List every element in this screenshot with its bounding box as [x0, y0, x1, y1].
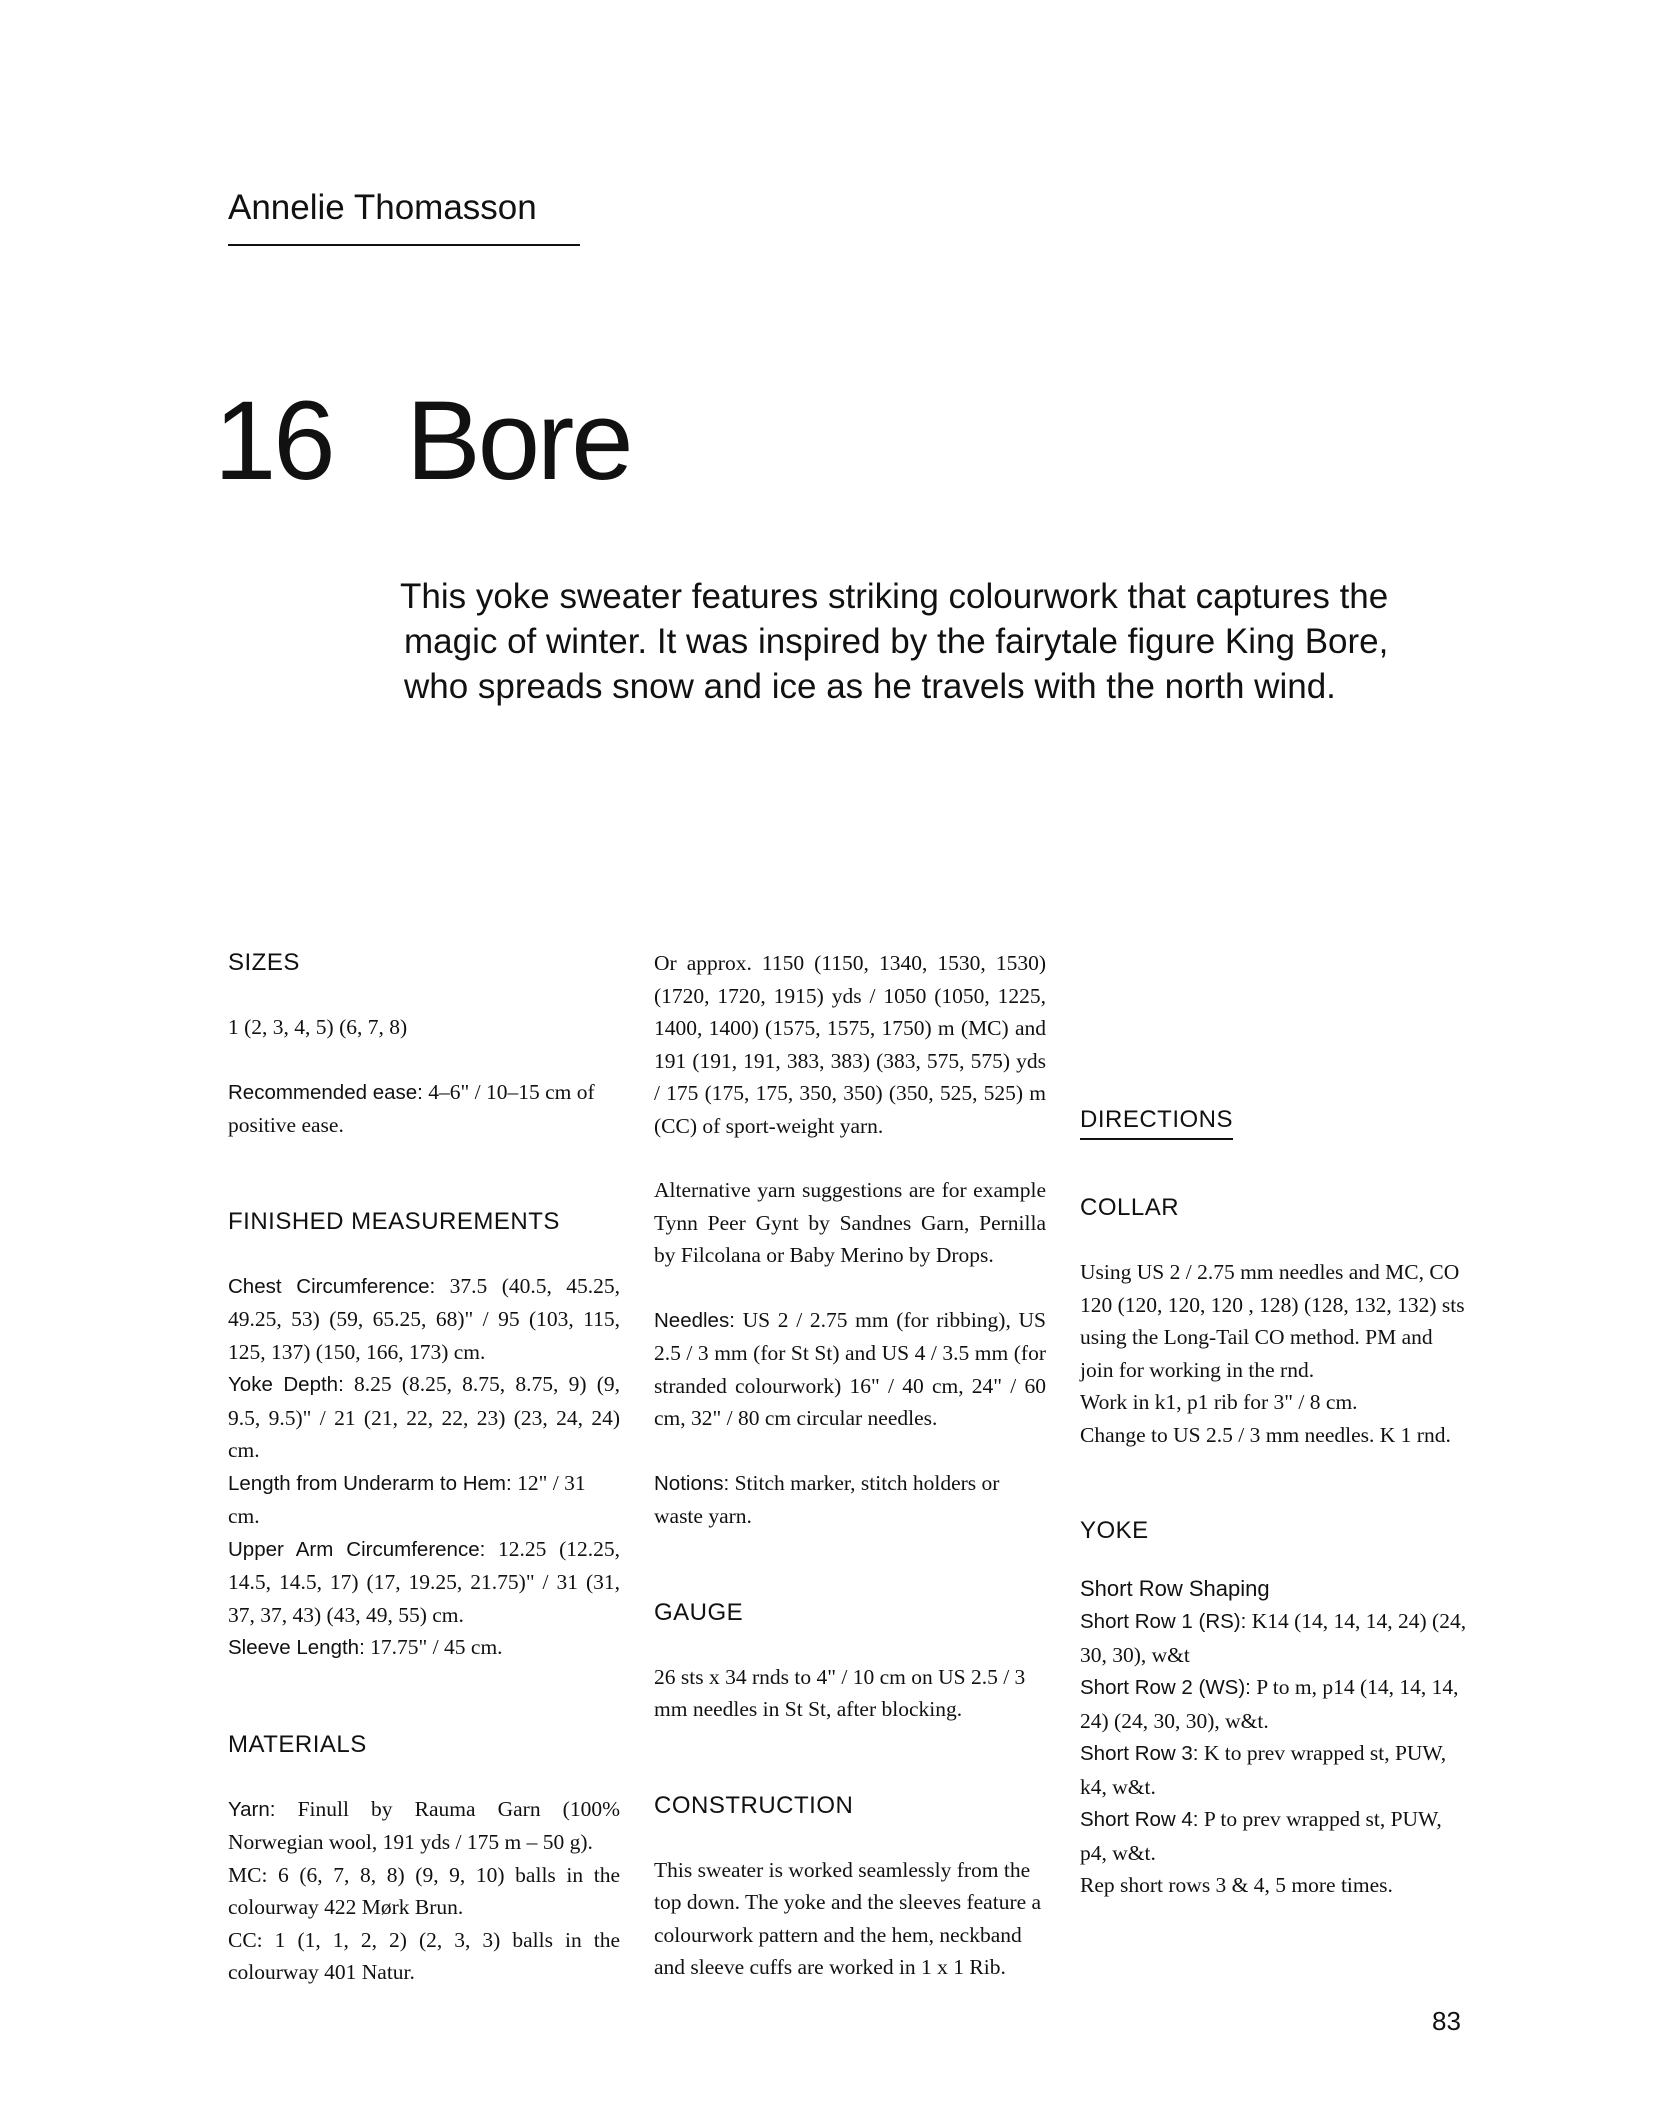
cc-info: CC: 1 (1, 1, 2, 2) (2, 3, 3) balls in the colourway 401 Natur. [228, 1927, 620, 1984]
measurement-item [228, 1368, 620, 1467]
measurement-item [228, 1270, 620, 1369]
collar-heading: COLLAR [1080, 1194, 1180, 1221]
measurement-label: Upper Arm Circumference: [228, 1537, 486, 1561]
column-right [1080, 1104, 1470, 1902]
finished-measurements-heading: FINISHED MEASUREMENTS [228, 1207, 560, 1235]
short-row [1080, 1671, 1470, 1737]
short-row-label: Short Row 1 (RS): [1080, 1610, 1247, 1633]
construction-text: This sweater is worked seamlessly from the top down. The yoke and the sleeves feature a colourwork pattern and the hem, neckband and sleeve cuffs are worked in 1 x 1 Rib. [654, 1857, 1042, 1979]
measurement-item [228, 1533, 620, 1632]
measurement-value: 8.25 (8.25, 8.75, 8.75, 9) (9, 9.5, 9.5)" / 21 (21, 22, 22, 23) (23, 24, 24) cm. [228, 1372, 620, 1462]
intro-line: who spreads snow and ice as he travels with the north wind. [404, 667, 1336, 706]
pattern-title: Bore [406, 378, 631, 503]
pattern-number: 16 [214, 378, 333, 503]
yarn-label: Yarn: [228, 1797, 276, 1821]
ease-label: Recommended ease: [228, 1080, 423, 1104]
short-row-label: Short Row 3: [1080, 1742, 1199, 1765]
repeat-instruction: Rep short rows 3 & 4, 5 more times. [1080, 1873, 1393, 1897]
yarn-info [228, 1793, 620, 1859]
yarn-approx: Or approx. 1150 (1150, 1340, 1530, 1530) (1720, 1720, 1915) yds / 1050 (1050, 1225, 1400, 1400) (1575, 1575, 1750) m (MC) and 191 (191, 191, 383, 383) (383, 575, 575) yds / 175 (175, 175, 350, 350) (350, 525, 525) m (CC) of sport-weight yarn. [654, 951, 1046, 1138]
measurement-value: 17.75" / 45 cm. [364, 1635, 503, 1659]
short-row-shaping-heading: Short Row Shaping [1080, 1576, 1270, 1601]
intro-line: magic of winter. It was inspired by the fairytale figure King Bore, [404, 622, 1389, 661]
yarn-text: Finull by Rauma Garn (100% Norwegian wool, 191 yds / 175 m – 50 g). [228, 1796, 620, 1854]
short-row-value: K14 (14, 14, 14, 24) (24, 30, 30), w&t [1080, 1609, 1467, 1667]
measurement-label: Length from Underarm to Hem: [228, 1471, 512, 1495]
short-row [1080, 1737, 1470, 1803]
notions-text: Stitch marker, stitch holders or waste yarn. [654, 1470, 1000, 1528]
construction-heading: CONSTRUCTION [654, 1791, 854, 1819]
measurement-value: 12" / 31 cm. [228, 1470, 586, 1528]
measurement-label: Yoke Depth: [228, 1373, 344, 1396]
yoke-heading: YOKE [1080, 1517, 1149, 1544]
sizes-list: 1 (2, 3, 4, 5) (6, 7, 8) [228, 1015, 408, 1039]
measurement-value: 37.5 (40.5, 45.25, 49.25, 53) (59, 65.25, 68)" / 95 (103, 115, 125, 137) (150, 166, 173) cm. [228, 1273, 620, 1364]
measurement-item [228, 1467, 620, 1533]
intro-line: This yoke sweater features striking colourwork that captures the [400, 577, 1389, 616]
short-row-value: K to prev wrapped st, PUW, k4, w&t. [1080, 1741, 1447, 1799]
short-row [1080, 1803, 1470, 1869]
collar-instruction: Change to US 2.5 / 3 mm needles. K 1 rnd. [1080, 1422, 1451, 1447]
short-row-value: P to m, p14 (14, 14, 14, 24) (24, 30, 30), w&t. [1080, 1675, 1459, 1733]
needles-label: Needles: [654, 1308, 735, 1332]
intro-paragraph [400, 574, 1494, 709]
measurement-label: Chest Circumference: [228, 1274, 436, 1298]
gauge-heading: GAUGE [654, 1598, 744, 1626]
measurement-label: Sleeve Length: [228, 1636, 365, 1659]
notions-label: Notions: [654, 1471, 730, 1495]
materials-heading: MATERIALS [228, 1730, 367, 1758]
mc-info: MC: 6 (6, 7, 8, 8) (9, 9, 10) balls in the colourway 422 Mørk Brun. [228, 1862, 620, 1919]
short-row-label: Short Row 4: [1080, 1808, 1199, 1831]
gauge-text: 26 sts x 34 rnds to 4" / 10 cm on US 2.5 / 3 mm needles in St St, after blocking. [654, 1664, 1026, 1721]
alternative-yarn: Alternative yarn suggestions are for example Tynn Peer Gynt by Sandnes Garn, Pernilla by Filcolana or Baby Merino by Drops. [654, 1178, 1046, 1267]
column-left [228, 947, 620, 1989]
short-row-value: P to prev wrapped st, PUW, p4, w&t. [1080, 1807, 1442, 1865]
directions-heading: DIRECTIONS [1080, 1104, 1233, 1140]
sizes-heading: SIZES [228, 949, 300, 976]
collar-instruction: Using US 2 / 2.75 mm needles and MC, CO 120 (120, 120, 120 , 128) (128, 132, 132) sts using the Long-Tail CO method. PM and join for working in the rnd. [1080, 1260, 1465, 1382]
needles-info [654, 1304, 1046, 1435]
needles-text: US 2 / 2.75 mm (for ribbing), US 2.5 / 3 mm (for St St) and US 4 / 3.5 mm (for stranded colourwork) 16" / 40 cm, 24" / 60 cm, 32" / 80 cm circular needles. [654, 1307, 1046, 1430]
author-name: Annelie Thomasson [228, 188, 580, 246]
column-middle [654, 947, 1046, 1984]
notions-info [654, 1467, 1046, 1533]
page-number: 83 [1432, 2006, 1461, 2036]
ease-value: 4–6" / 10–15 cm of positive ease. [228, 1079, 595, 1137]
measurement-value: 12.25 (12.25, 14.5, 14.5, 17) (17, 19.25, 21.75)" / 31 (31, 37, 37, 43) (43, 49, 55) cm. [228, 1536, 620, 1627]
short-row [1080, 1605, 1470, 1671]
recommended-ease [228, 1076, 620, 1142]
measurement-item [228, 1631, 620, 1665]
short-row-label: Short Row 2 (WS): [1080, 1676, 1251, 1699]
collar-instruction: Work in k1, p1 rib for 3" / 8 cm. [1080, 1390, 1358, 1414]
